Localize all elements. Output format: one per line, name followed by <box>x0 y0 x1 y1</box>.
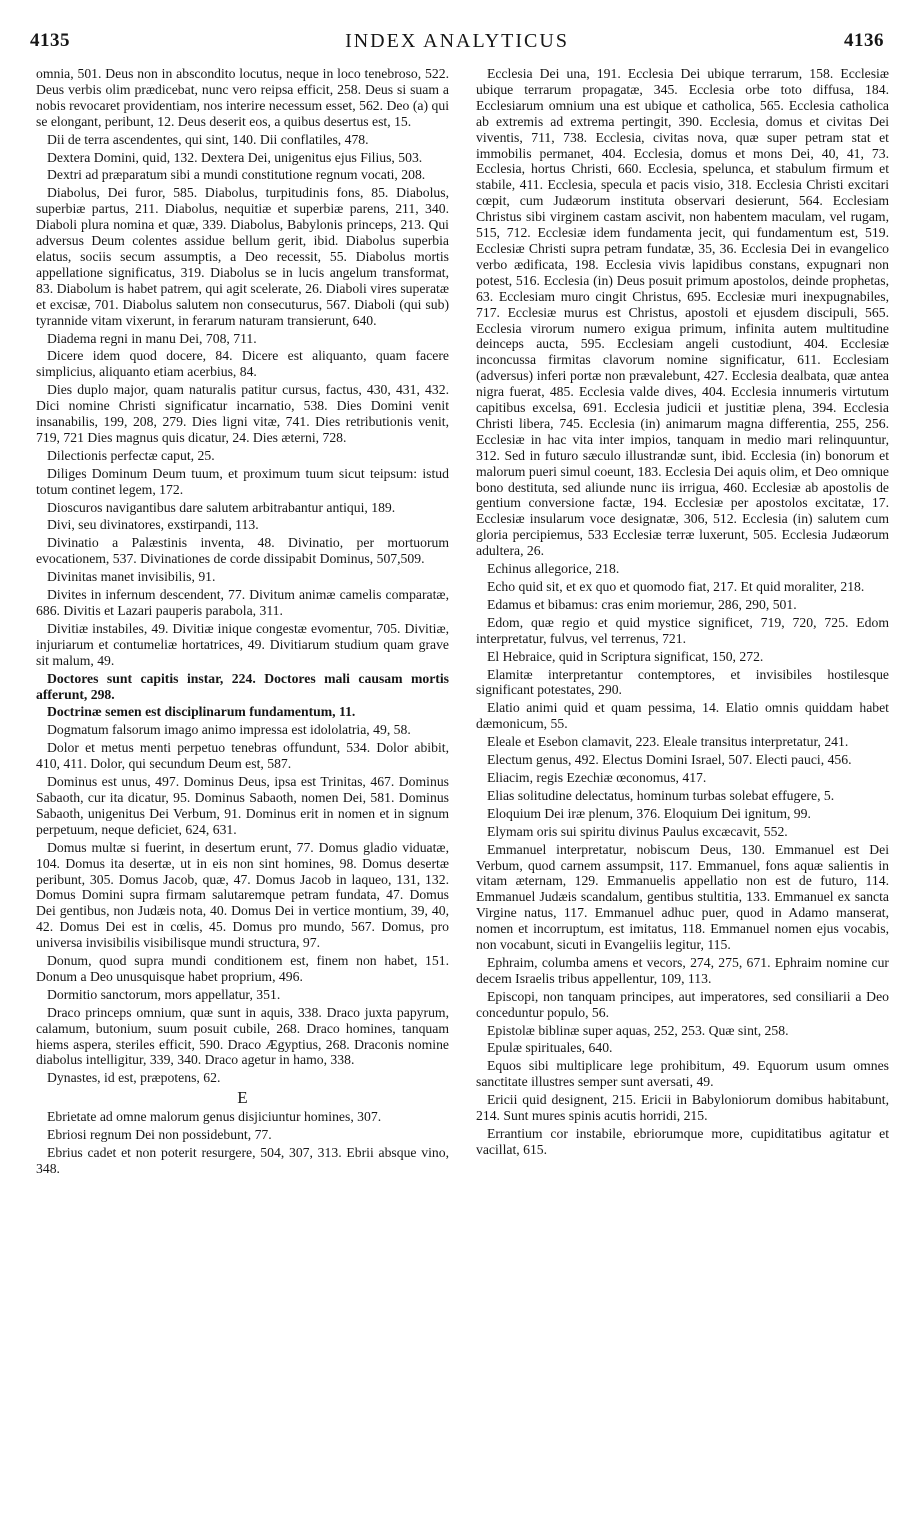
index-entry: Dogmatum falsorum imago animo impressa est idololatria, 49, 58. <box>47 722 411 738</box>
index-entry: Emmanuel interpretatur, nobiscum Deus, 130. Emmanuel est Dei Verbum, quod carnem assumpsit, 117. Emmanuel, fons aquæ salientis in vitam æternam, 129. Emmanuelis appellatio non est de futuro, 114. Emmanuel Judæis scandalum, gentibus stultitia, 133. Emmanuel ex sancta Virgine natus, 117. Emmanuel adhuc puer, quod in Adamo manserat, nomen et incorruptum, est imitatus, 118. Emmanuel nomen ejus vocabis, non vocabunt, sicuti in Evangeliis legitur, 115. <box>476 841 889 953</box>
index-column-right <box>476 66 889 1524</box>
index-column-left <box>36 66 449 1524</box>
running-title: INDEX ANALYTICUS <box>345 30 569 52</box>
index-entry: Divitiæ instabiles, 49. Divitiæ inique congestæ evomentur, 705. Divitiæ, injuriarum et contumeliæ hortatrices, 49. Divitiarum studium quam grave sit malum, 49. <box>36 620 449 668</box>
index-entry: Eloquium Dei iræ plenum, 376. Eloquium Dei ignitum, 99. <box>487 805 811 821</box>
index-entry: Ebrius cadet et non poterit resurgere, 504, 307, 313. Ebrii absque vino, 348. <box>36 1145 449 1176</box>
index-entry: Domus multæ si fuerint, in desertum erunt, 77. Domus gladio viduatæ, 104. Domus ita desertæ, ut in eis non sint homines, 98. Domus desertæ peribunt, 305. Domus Jacob, quæ, 47. Domus Jacob in laqueo, 131, 132. Domus Domini supra firmam salutaremque petram fundata, 47. Domus Dei gentibus, non Judæis nota, 40. Domus Dei in vertice montium, 39, 40, 42. Domus Dei est in cœlis, 45. Domus pro mundo, 567. Domus, pro universa invisibilis visibilisque mundi structura, 97. <box>36 839 449 951</box>
index-entry: Elatio animi quid et quam pessima, 14. Elatio omnis quiddam habet dæmonicum, 55. <box>476 700 889 732</box>
index-entry: Dynastes, id est, præpotens, 62. <box>47 1070 221 1086</box>
index-entry: Divinitas manet invisibilis, 91. <box>47 569 216 585</box>
index-entry: Dormitio sanctorum, mors appellatur, 351. <box>47 986 281 1002</box>
section-letter: E <box>237 1088 248 1108</box>
left-page-number: 4135 <box>30 30 70 51</box>
index-entry: Echo quid sit, et ex quo et quomodo fiat, 217. Et quid moraliter, 218. <box>487 579 865 594</box>
index-entry: Episcopi, non tanquam principes, aut imperatores, sed consiliarii a Deo conceduntur populo, 56. <box>476 988 889 1020</box>
index-entry: Eliacim, regis Ezechiæ œconomus, 417. <box>487 769 707 785</box>
index-entry: Edamus et bibamus: cras enim moriemur, 286, 290, 501. <box>487 596 797 612</box>
index-entry: Eleale et Esebon clamavit, 223. Eleale transitus interpretatur, 241. <box>487 734 849 750</box>
index-entry: Dicere idem quod docere, 84. Dicere est aliquanto, quam facere simplicius, aliquanto etiam acerbius, 84. <box>36 348 449 380</box>
index-entry: Dextri ad præparatum sibi a mundi constitutione regnum vocati, 208. <box>47 167 426 183</box>
index-entry: Dies duplo major, quam naturalis patitur cursus, factus, 430, 431, 432. Dici nomine Christi significatur incarnatio, 538. Dies Domini venit insanabilis, 199, 208, 279. Dies ligni vitæ, 741. Dies retributionis venit, 719, 721 Dies magnus quis dicatur, 24. Dies æterni, 728. <box>36 382 449 445</box>
index-entry: Dominus est unus, 497. Dominus Deus, ipsa est Trinitas, 467. Dominus Sabaoth, cur ita dicatur, 95. Dominus Sabaoth, nomen Dei, 581. Dominus Sabaoth, unigenitus Dei Verbum, 91. Dominus erit in nomen et in signum perpetuum, neque deficiet, 624, 631. <box>36 774 449 837</box>
index-entry: Diliges Dominum Deum tuum, et proximum tuum sicut teipsum: istud totum continet legem, 172. <box>36 465 449 497</box>
index-entry: Diadema regni in manu Dei, 708, 711. <box>47 330 257 346</box>
page-header <box>30 30 884 62</box>
index-entry: Ericii quid designent, 215. Ericii in Babyloniorum domibus habitabunt, 214. Sunt mures spinis acutis horridi, 215. <box>476 1092 889 1124</box>
index-entry: Donum, quod supra mundi conditionem est, finem non habet, 151. Donum a Deo unusquisque habet proprium, 496. <box>36 953 449 984</box>
index-entry: Doctrinæ semen est disciplinarum fundamentum, 11. <box>47 704 356 720</box>
index-entry: Dilectionis perfectæ caput, 25. <box>47 447 215 463</box>
index-entry: Dolor et metus menti perpetuo tenebras offundunt, 534. Dolor abibit, 410, 411. Dolor, qui secundum Deum est, 587. <box>36 740 449 772</box>
index-entry: Epistolæ biblinæ super aquas, 252, 253. Quæ sint, 258. <box>487 1022 789 1038</box>
index-entry: Echinus allegorice, 218. <box>487 561 620 577</box>
index-entry: Ecclesia Dei una, 191. Ecclesia Dei ubique terrarum, 158. Ecclesiæ ubique terrarum propagatæ, 345. Ecclesia orbe toto diffusa, 184. Ecclesiarum omnium una est ubique et catholica, 565. Ecclesia catholica ab extremis ad extrema pertingit, 390. Ecclesia, domus et civitas Dei viventis, 711, 738. Ecclesia, civitas nova, quæ super petram stat et immobilis permanet, 404. Ecclesia, domus et mons Dei, 40, 41, 73. Ecclesia, hortus Christi, 660. Ecclesia, spelunca, et stabulum firmum et stabile, 411. Ecclesia, specula et pacis visio, 318. Ecclesia Christi excitari cœpit, cum Judæorum instituta observari desierunt, 564. Ecclesiam Christus sibi virginem castam ascivit, non habentem maculam, vel rugam, 515, 712. Ecclesiæ idem fundamenta jecit, qui fundamentum est, 519. Ecclesiæ Christi supra petram fundatæ, 35, 36. Ecclesia Dei in evangelico verbo ædificata, 198. Ecclesia vivis lapidibus constans, expugnari non potest, 516. Ecclesia (in) Deus posuit primum apostolos, deinde prophetas, 63. Ecclesiam muro cingit Christus, 695. Ecclesiæ muri inexpugnabiles, 717. Ecclesiæ murus est Christus, apostoli et ejusdem discipuli, 565. Ecclesia virorum numero exigua primum, infinita autem multitudine deinceps aucta, 595. Ecclesiam angeli custodiunt, 404. Ecclesiæ inconcussa firmitas clavorum nomine significatur, 611. Ecclesiam (adversus) inferi portæ non prævalebunt, 427. Ecclesia dealbata, quæ antea nigra fuerat, 485. Ecclesia valde dives, 404. Ecclesia innumeris virtutum capitibus excelsa, 691. Ecclesia judicii et justitiæ plena, 394. Ecclesia Christi libera, 745. Ecclesia (in) animarum magna differentia, 255, 256. Ecclesiæ in hac vita inter impios, tanquam in medio mari relinquuntur, 312. Sed in futuro sæculo illustrandæ sunt, ibid. Ecclesia (in) bonorum et malorum pueri simul coeunt, 183. Ecclesia Dei aquis olim, et Deo omnique bono destituta, sed aliunde nunc iis irrigua, 460. Ecclesiæ ab apostolis de gentium conversione factæ, 194. Ecclesiæ per apostolos excitatæ, 17. Ecclesiæ insularum voce designatæ, 306, 512. Ecclesia (in) salutem cum gloria percipiemus, 533 Ecclesiæ terræ luxerunt, 505. Ecclesia Judæorum adultera, 26. <box>476 66 889 559</box>
index-entry: Edom, quæ regio et quid mystice significet, 719, 720, 725. Edom interpretatur, fulvus, vel terrenus, 721. <box>476 614 889 646</box>
index-entry: Draco princeps omnium, quæ sunt in aquis, 338. Draco juxta papyrum, calamum, butonium, suum posuit cubile, 268. Draco homines, tanquam hiems aspera, steriles efficit, 590. Draco Ægyptius, 268. Draconis nomine diabolus intelligitur, 339, 340. Draco agetur in hamo, 338. <box>36 1004 449 1068</box>
index-entry: Divites in infernum descendent, 77. Divitum animæ camelis comparatæ, 686. Divitis et Lazari pauperis parabola, 311. <box>36 587 449 618</box>
index-entry: Elias solitudine delectatus, hominum turbas solebat effugere, 5. <box>487 787 835 803</box>
index-entry: Elymam oris sui spiritu divinus Paulus excæcavit, 552. <box>487 823 788 839</box>
index-entry: Doctores sunt capitis instar, 224. Doctores mali causam mortis afferunt, 298. <box>36 670 449 702</box>
index-entry: Divi, seu divinatores, exstirpandi, 113. <box>47 517 259 533</box>
index-entry: Dii de terra ascendentes, qui sint, 140. Dii conflatiles, 478. <box>47 131 369 147</box>
index-entry: Divinatio a Palæstinis inventa, 48. Divinatio, per mortuorum evocationem, 537. Divinationes de corde dissipabit Dominus, 507,509. <box>36 535 449 567</box>
index-entry: Ebrietate ad omne malorum genus disjiciuntur homines, 307. <box>47 1109 382 1125</box>
index-entry: El Hebraice, quid in Scriptura significat, 150, 272. <box>487 648 764 664</box>
index-entry: Ebriosi regnum Dei non possidebunt, 77. <box>47 1127 272 1143</box>
index-entry: Epulæ spirituales, 640. <box>487 1040 613 1056</box>
index-entry: omnia, 501. Deus non in abscondito locutus, neque in loco tenebroso, 522. Deus verbis olim prædicebat, nunc vero reipsa efficit, 258. Deus si suam a nobis revocaret providentiam, nos interire necessum esset, 562. Deo (a) qui se elongant, peribunt, 12. Deus deserit eos, a quibus desertus est, 15. <box>36 66 449 129</box>
index-entry: Electum genus, 492. Electus Domini Israel, 507. Electi pauci, 456. <box>487 752 852 768</box>
index-entry: Dextera Domini, quid, 132. Dextera Dei, unigenitus ejus Filius, 503. <box>47 149 423 165</box>
index-entry: Elamitæ interpretantur contemptores, et invisibiles hostilesque significant potestates, 290. <box>476 666 889 698</box>
right-page-number: 4136 <box>844 30 884 51</box>
index-entry: Equos sibi multiplicare lege prohibitum, 49. Equorum usum omnes sanctitate illustres semper sunt aversati, 49. <box>476 1058 889 1090</box>
index-entry: Dioscuros navigantibus dare salutem arbitrabantur antiqui, 189. <box>47 499 396 515</box>
index-entry: Errantium cor instabile, ebriorumque more, cupiditatibus agitatur et vacillat, 615. <box>476 1126 889 1157</box>
index-entry: Diabolus, Dei furor, 585. Diabolus, turpitudinis fons, 85. Diabolus, superbiæ partus, 211. Diabolus, nequitiæ et superbiæ parens, 211, 340. Diaboli plura nomina et quæ, 339. Diabolus, Babylonis princeps, 213. Qui adversus Deum colentes assidue bellum gerit, ibid. Diabolus superbia elatus, sociis secum assumptis, a Deo recessit, 55. Diabolus mortis appellatione significatus, 319. Diabolus se in lucis angelum transformat, 83. Diabolum is habet patrem, qui agit scelerate, 26. Diaboli vires superatæ et excisæ, 701. Diabolus salutem non consecuturus, 567. Diaboli (qui sub) tyrannide vitam vixerunt, in ferarum naturam transierunt, 640. <box>36 185 449 328</box>
index-entry: Ephraim, columba amens et vecors, 274, 275, 671. Ephraim nomine cur decem Israelis tribus appellentur, 109, 113. <box>476 954 889 986</box>
